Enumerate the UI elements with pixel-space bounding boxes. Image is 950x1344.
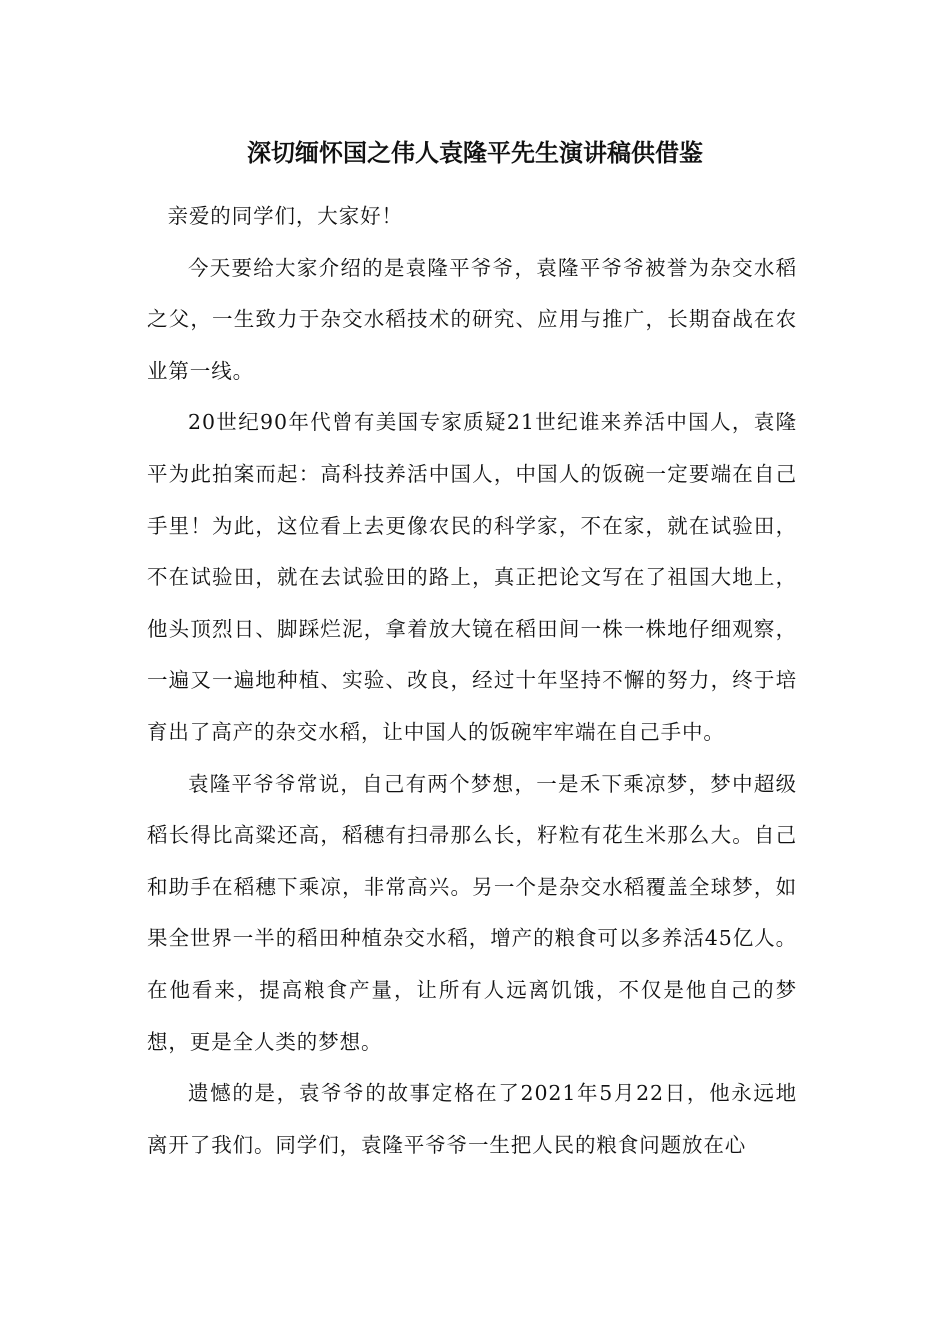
body-paragraph: 袁隆平爷爷常说，自己有两个梦想，一是禾下乘凉梦，梦中超级稻长得比高粱还高，稻穗有扫帚那么长，籽粒有花生米那么大。自己和助手在稻穗下乘凉，非常高兴。另一个是杂交水稻覆盖全球梦，如果全世界一半的稻田种植杂交水稻，增产的粮食可以多养活45亿人。在他看来，提高粮食产量，让所有人远离饥饿，不仅是他自己的梦想，更是全人类的梦想。 bbox=[147, 771, 797, 1054]
body-paragraph: 20世纪90年代曾有美国专家质疑21世纪谁来养活中国人，袁隆平为此拍案而起：高科技养活中国人，中国人的饭碗一定要端在自己手里！为此，这位看上去更像农民的科学家，不在家，就在试验田，不在试验田，就在去试验田的路上，真正把论文写在了祖国大地上，他头顶烈日、脚踩烂泥，拿着放大镜在稻田间一株一株地仔细观察，一遍又一遍地种植、实验、改良，经过十年坚持不懈的努力，终于培育出了高产的杂交水稻，让中国人的饭碗牢牢端在自己手中。 bbox=[147, 410, 797, 744]
greeting-paragraph: 亲爱的同学们，大家好！ bbox=[167, 204, 403, 228]
body-paragraph: 遗憾的是，袁爷爷的故事定格在了2021年5月22日，他永远地离开了我们。同学们，袁隆平爷爷一生把人民的粮食问题放在心 bbox=[147, 1081, 797, 1157]
body-paragraph: 今天要给大家介绍的是袁隆平爷爷，袁隆平爷爷被誉为杂交水稻之父，一生致力于杂交水稻技术的研究、应用与推广，长期奋战在农业第一线。 bbox=[147, 255, 797, 383]
document-body bbox=[147, 191, 797, 1171]
document-title: 深切缅怀国之伟人袁隆平先生演讲稿供借鉴 bbox=[247, 139, 703, 167]
